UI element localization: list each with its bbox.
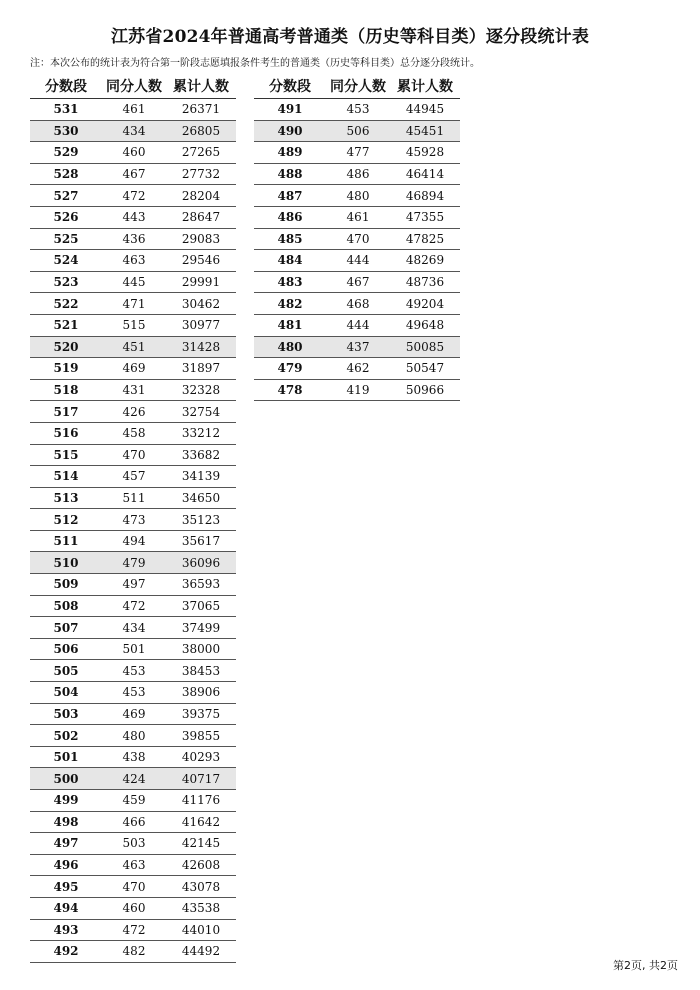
table-row bbox=[30, 488, 236, 510]
cell-cumulative: 46894 bbox=[405, 188, 445, 203]
header-same-count: 同分人数 bbox=[330, 78, 386, 95]
cell-score: 494 bbox=[53, 901, 79, 916]
table-row bbox=[30, 358, 236, 380]
cell-same-count: 472 bbox=[122, 598, 146, 613]
cell-cumulative: 48269 bbox=[405, 253, 445, 268]
cell-score: 531 bbox=[53, 102, 79, 117]
table-row bbox=[30, 574, 236, 596]
cell-same-count: 434 bbox=[122, 620, 146, 635]
cell-score: 487 bbox=[277, 188, 303, 203]
cell-score: 489 bbox=[277, 145, 303, 160]
cell-cumulative: 42608 bbox=[181, 858, 221, 873]
cell-cumulative: 50966 bbox=[405, 383, 445, 398]
cell-score: 488 bbox=[277, 167, 303, 182]
cell-same-count: 471 bbox=[122, 296, 146, 311]
table-header bbox=[30, 73, 236, 99]
cell-same-count: 461 bbox=[122, 102, 146, 117]
cell-cumulative: 44945 bbox=[405, 102, 445, 117]
table-row bbox=[30, 790, 236, 812]
table-row bbox=[30, 660, 236, 682]
table-row bbox=[30, 99, 236, 121]
header-score: 分数段 bbox=[45, 78, 87, 95]
cell-same-count: 494 bbox=[122, 534, 146, 549]
cell-score: 525 bbox=[53, 231, 79, 246]
table-row bbox=[30, 682, 236, 704]
table-row bbox=[254, 142, 460, 164]
cell-cumulative: 44010 bbox=[181, 922, 221, 937]
cell-same-count: 443 bbox=[122, 210, 146, 225]
cell-score: 505 bbox=[53, 663, 79, 678]
cell-score: 485 bbox=[277, 231, 303, 246]
cell-score: 520 bbox=[53, 339, 79, 354]
cell-cumulative: 48736 bbox=[405, 275, 445, 290]
cell-same-count: 453 bbox=[122, 685, 146, 700]
cell-score: 527 bbox=[53, 188, 79, 203]
cell-score: 522 bbox=[53, 296, 79, 311]
cell-cumulative: 34139 bbox=[181, 469, 221, 484]
table-row bbox=[30, 401, 236, 423]
cell-same-count: 472 bbox=[122, 922, 146, 937]
cell-score: 517 bbox=[53, 404, 79, 419]
cell-score: 501 bbox=[53, 750, 79, 765]
cell-cumulative: 33212 bbox=[181, 426, 221, 441]
table-row bbox=[30, 898, 236, 920]
cell-cumulative: 36096 bbox=[181, 555, 221, 570]
cell-cumulative: 35123 bbox=[181, 512, 221, 527]
table-row bbox=[30, 509, 236, 531]
cell-score: 524 bbox=[53, 253, 79, 268]
cell-same-count: 424 bbox=[122, 771, 146, 786]
cell-score: 509 bbox=[53, 577, 79, 592]
cell-same-count: 515 bbox=[122, 318, 146, 333]
cell-same-count: 460 bbox=[122, 901, 146, 916]
cell-same-count: 473 bbox=[122, 512, 146, 527]
cell-cumulative: 38453 bbox=[181, 663, 221, 678]
cell-same-count: 501 bbox=[122, 642, 146, 657]
cell-score: 529 bbox=[53, 145, 79, 160]
cell-cumulative: 40717 bbox=[181, 771, 221, 786]
cell-cumulative: 32754 bbox=[181, 404, 221, 419]
cell-score: 528 bbox=[53, 167, 79, 182]
cell-cumulative: 29991 bbox=[181, 275, 221, 290]
header-score: 分数段 bbox=[269, 78, 311, 95]
table-row bbox=[30, 747, 236, 769]
table-row bbox=[30, 185, 236, 207]
cell-same-count: 431 bbox=[122, 383, 146, 398]
table-row bbox=[30, 833, 236, 855]
table-row bbox=[30, 704, 236, 726]
cell-cumulative: 41642 bbox=[181, 814, 221, 829]
cell-score: 490 bbox=[277, 123, 303, 138]
table-row bbox=[30, 293, 236, 315]
cell-score: 506 bbox=[53, 642, 79, 657]
cell-same-count: 482 bbox=[122, 944, 146, 959]
cell-score: 480 bbox=[277, 339, 303, 354]
cell-same-count: 458 bbox=[122, 426, 146, 441]
table-row bbox=[254, 380, 460, 402]
cell-cumulative: 40293 bbox=[181, 750, 221, 765]
table-row bbox=[254, 229, 460, 251]
score-table-left bbox=[30, 73, 236, 963]
cell-score: 526 bbox=[53, 210, 79, 225]
cell-same-count: 436 bbox=[122, 231, 146, 246]
cell-score: 521 bbox=[53, 318, 79, 333]
cell-cumulative: 47825 bbox=[405, 231, 445, 246]
cell-same-count: 459 bbox=[122, 793, 146, 808]
table-row bbox=[30, 552, 236, 574]
cell-score: 478 bbox=[277, 383, 303, 398]
header-cumulative: 累计人数 bbox=[173, 78, 229, 95]
table-row bbox=[30, 250, 236, 272]
cell-same-count: 438 bbox=[122, 750, 146, 765]
cell-cumulative: 29546 bbox=[181, 253, 221, 268]
cell-cumulative: 32328 bbox=[181, 383, 221, 398]
table-row bbox=[30, 876, 236, 898]
cell-same-count: 434 bbox=[122, 123, 146, 138]
table-row bbox=[30, 337, 236, 359]
cell-cumulative: 50085 bbox=[405, 339, 445, 354]
table-row bbox=[30, 423, 236, 445]
cell-same-count: 426 bbox=[122, 404, 146, 419]
cell-same-count: 506 bbox=[346, 123, 370, 138]
cell-same-count: 457 bbox=[122, 469, 146, 484]
table-row bbox=[30, 272, 236, 294]
table-row bbox=[30, 812, 236, 834]
cell-score: 502 bbox=[53, 728, 79, 743]
cell-cumulative: 37499 bbox=[181, 620, 221, 635]
cell-cumulative: 45928 bbox=[405, 145, 445, 160]
cell-cumulative: 41176 bbox=[181, 793, 221, 808]
cell-same-count: 472 bbox=[122, 188, 146, 203]
cell-score: 496 bbox=[53, 858, 79, 873]
cell-score: 512 bbox=[53, 512, 79, 527]
table-row bbox=[30, 142, 236, 164]
table-row bbox=[30, 380, 236, 402]
cell-score: 495 bbox=[53, 879, 79, 894]
table-row bbox=[30, 617, 236, 639]
cell-cumulative: 35617 bbox=[181, 534, 221, 549]
cell-cumulative: 49648 bbox=[405, 318, 445, 333]
table-note: 注：本次公布的统计表为符合第一阶段志愿填报条件考生的普通类（历史等科目类）总分逐分段统计。 bbox=[30, 58, 480, 69]
table-row bbox=[30, 207, 236, 229]
cell-same-count: 497 bbox=[122, 577, 146, 592]
cell-cumulative: 38906 bbox=[181, 685, 221, 700]
table-row bbox=[30, 229, 236, 251]
cell-cumulative: 34650 bbox=[181, 490, 221, 505]
cell-score: 484 bbox=[277, 253, 303, 268]
table-row bbox=[30, 445, 236, 467]
table-row bbox=[30, 941, 236, 963]
cell-same-count: 444 bbox=[346, 253, 370, 268]
cell-cumulative: 45451 bbox=[405, 123, 445, 138]
cell-same-count: 445 bbox=[122, 275, 146, 290]
table-row bbox=[30, 531, 236, 553]
cell-same-count: 479 bbox=[122, 555, 146, 570]
cell-same-count: 470 bbox=[122, 447, 146, 462]
cell-score: 504 bbox=[53, 685, 79, 700]
cell-same-count: 469 bbox=[122, 706, 146, 721]
cell-score: 530 bbox=[53, 123, 79, 138]
cell-cumulative: 29083 bbox=[181, 231, 221, 246]
cell-same-count: 463 bbox=[122, 253, 146, 268]
cell-same-count: 462 bbox=[346, 361, 370, 376]
cell-score: 481 bbox=[277, 318, 303, 333]
cell-score: 479 bbox=[277, 361, 303, 376]
cell-same-count: 467 bbox=[346, 275, 370, 290]
cell-score: 498 bbox=[53, 814, 79, 829]
cell-same-count: 469 bbox=[122, 361, 146, 376]
cell-score: 519 bbox=[53, 361, 79, 376]
table-row bbox=[254, 272, 460, 294]
cell-same-count: 437 bbox=[346, 339, 370, 354]
cell-cumulative: 26805 bbox=[181, 123, 221, 138]
header-same-count: 同分人数 bbox=[106, 78, 162, 95]
cell-cumulative: 27265 bbox=[181, 145, 221, 160]
cell-cumulative: 37065 bbox=[181, 598, 221, 613]
cell-same-count: 460 bbox=[122, 145, 146, 160]
cell-score: 508 bbox=[53, 598, 79, 613]
table-row bbox=[254, 121, 460, 143]
table-row bbox=[254, 337, 460, 359]
cell-same-count: 463 bbox=[122, 858, 146, 873]
cell-cumulative: 43078 bbox=[181, 879, 221, 894]
cell-score: 499 bbox=[53, 793, 79, 808]
cell-score: 482 bbox=[277, 296, 303, 311]
document-title: 江苏省2024年普通高考普通类（历史等科目类）逐分段统计表 bbox=[110, 27, 590, 47]
cell-cumulative: 28647 bbox=[181, 210, 221, 225]
cell-same-count: 480 bbox=[122, 728, 146, 743]
cell-same-count: 480 bbox=[346, 188, 370, 203]
cell-score: 513 bbox=[53, 490, 79, 505]
cell-score: 511 bbox=[53, 534, 79, 549]
cell-score: 491 bbox=[277, 102, 303, 117]
cell-cumulative: 28204 bbox=[181, 188, 221, 203]
cell-same-count: 470 bbox=[122, 879, 146, 894]
cell-same-count: 444 bbox=[346, 318, 370, 333]
table-row bbox=[30, 164, 236, 186]
table-row bbox=[30, 855, 236, 877]
table-row bbox=[30, 596, 236, 618]
cell-cumulative: 39855 bbox=[181, 728, 221, 743]
cell-score: 486 bbox=[277, 210, 303, 225]
cell-cumulative: 26371 bbox=[181, 102, 221, 117]
cell-same-count: 468 bbox=[346, 296, 370, 311]
cell-cumulative: 31897 bbox=[181, 361, 221, 376]
cell-same-count: 451 bbox=[122, 339, 146, 354]
cell-score: 500 bbox=[53, 771, 79, 786]
cell-score: 493 bbox=[53, 922, 79, 937]
cell-same-count: 503 bbox=[122, 836, 146, 851]
cell-same-count: 453 bbox=[346, 102, 370, 117]
cell-cumulative: 38000 bbox=[181, 642, 221, 657]
table-row bbox=[30, 725, 236, 747]
table-row bbox=[30, 920, 236, 942]
cell-cumulative: 46414 bbox=[405, 167, 445, 182]
table-row bbox=[254, 164, 460, 186]
table-row bbox=[254, 185, 460, 207]
cell-score: 518 bbox=[53, 383, 79, 398]
table-row bbox=[30, 121, 236, 143]
table-row bbox=[254, 358, 460, 380]
cell-same-count: 477 bbox=[346, 145, 370, 160]
cell-same-count: 461 bbox=[346, 210, 370, 225]
cell-cumulative: 36593 bbox=[181, 577, 221, 592]
cell-score: 523 bbox=[53, 275, 79, 290]
table-row bbox=[30, 639, 236, 661]
cell-same-count: 467 bbox=[122, 167, 146, 182]
cell-cumulative: 31428 bbox=[181, 339, 221, 354]
cell-cumulative: 44492 bbox=[181, 944, 221, 959]
cell-same-count: 466 bbox=[122, 814, 146, 829]
header-cumulative: 累计人数 bbox=[397, 78, 453, 95]
cell-score: 497 bbox=[53, 836, 79, 851]
cell-same-count: 486 bbox=[346, 167, 370, 182]
cell-same-count: 511 bbox=[122, 490, 146, 505]
cell-score: 507 bbox=[53, 620, 79, 635]
cell-score: 514 bbox=[53, 469, 79, 484]
cell-cumulative: 49204 bbox=[405, 296, 445, 311]
page-number: 第2页, 共2页 bbox=[613, 959, 678, 972]
cell-cumulative: 43538 bbox=[181, 901, 221, 916]
cell-cumulative: 50547 bbox=[405, 361, 445, 376]
cell-cumulative: 42145 bbox=[181, 836, 221, 851]
cell-score: 492 bbox=[53, 944, 79, 959]
table-header bbox=[254, 73, 460, 99]
cell-cumulative: 33682 bbox=[181, 447, 221, 462]
cell-score: 510 bbox=[53, 555, 79, 570]
table-row bbox=[30, 466, 236, 488]
cell-cumulative: 27732 bbox=[181, 167, 221, 182]
cell-score: 483 bbox=[277, 275, 303, 290]
table-row bbox=[254, 293, 460, 315]
cell-score: 516 bbox=[53, 426, 79, 441]
cell-same-count: 419 bbox=[346, 383, 370, 398]
table-row bbox=[254, 207, 460, 229]
table-row bbox=[30, 768, 236, 790]
cell-cumulative: 47355 bbox=[405, 210, 445, 225]
cell-score: 503 bbox=[53, 706, 79, 721]
score-table-right bbox=[254, 73, 460, 401]
table-row bbox=[254, 250, 460, 272]
table-row bbox=[254, 99, 460, 121]
cell-cumulative: 39375 bbox=[181, 706, 221, 721]
cell-cumulative: 30977 bbox=[181, 318, 221, 333]
cell-same-count: 470 bbox=[346, 231, 370, 246]
cell-same-count: 453 bbox=[122, 663, 146, 678]
cell-cumulative: 30462 bbox=[181, 296, 221, 311]
cell-score: 515 bbox=[53, 447, 79, 462]
table-row bbox=[30, 315, 236, 337]
table-row bbox=[254, 315, 460, 337]
